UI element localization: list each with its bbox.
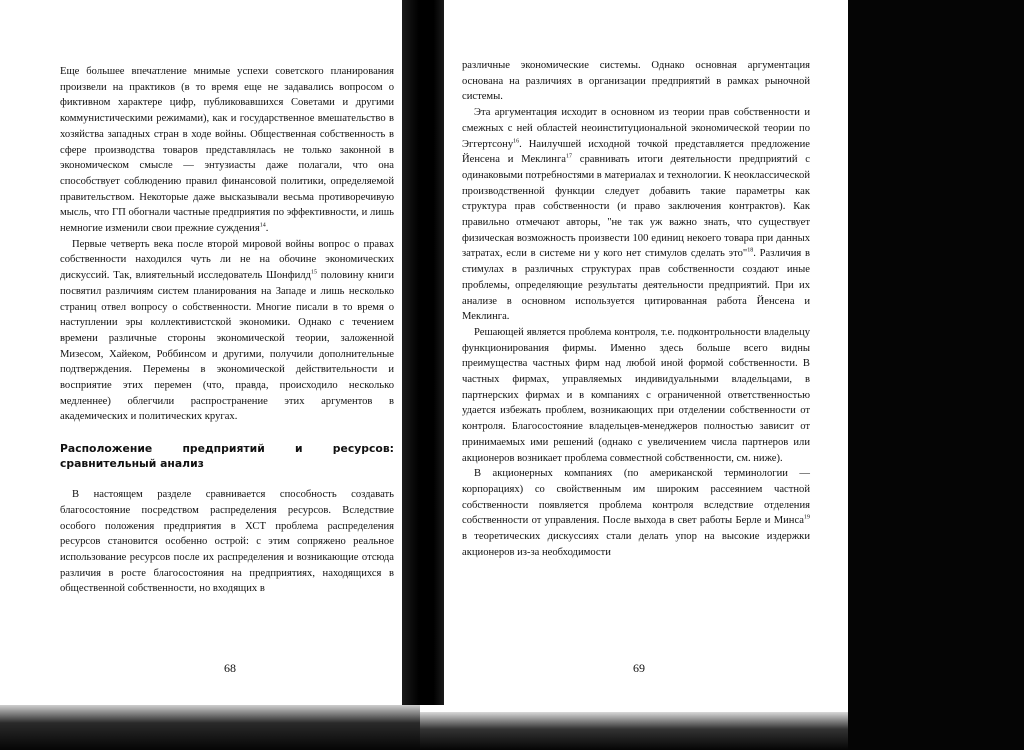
left-text-column: [60, 64, 394, 597]
paragraph: различные экономические системы. Однако основная аргументация основана на различиях в организации предприятий в рамках рыночной системы.: [462, 60, 810, 103]
footnote-ref: 18: [747, 247, 754, 254]
right-text-column: [462, 58, 810, 561]
footnote-ref: 14: [259, 222, 266, 229]
paragraph: Эта аргументация исходит в основном из теории прав собственности и смежных с ней областей неоинституциональной экономической теории по Эггертсону$^{16}$. Наилучшей исходной точкой представляется предложение Йенсена и Меклинга$^{17}$ сравнивать итоги деятельности предприятий с одинаковыми потребностями в материалах и технологии. К неоклассической производственной функции следует добавить такие параметры как структура прав собственности (и право заключения контрактов). Как правильно отмечают авторы, "не так уж важно знать, что существует физическая возможность произвести 100 единиц некоего товара при данных затратах, если в системе ни у кого нет стимулов сделать это"$^{18}$. Различия в стимулах в различных структурах прав собственности создают иные проблемы, определяющие результаты деятельности предприятий. При их анализе в основном используется цитированная работа Йенсена и Меклинга.: [462, 107, 810, 323]
paragraph: В настоящем разделе сравнивается способность создавать благосостояние посредством распределения ресурсов. Вследствие особого положения предприятия в ХСТ проблема распределения ресурсов становится особенно острой: с этим сопряжено реальное использование ресурсов после их распределения и возникающие отсюда различия в росте благосостояния на предприятиях, находящихся в общественной собственности, но входящих в: [60, 489, 394, 595]
footnote-ref: 17: [566, 153, 572, 160]
paragraph: Еще большее впечатление мнимые успехи советского планирования произвели на практиков (в то время еще не задавались вопросом о фиктивном характере цифр, публиковавшихся Советами и другими коммунистическими режимами), как и государственное вмешательство в хозяйства западных стран в ходе войны. Общественная собственность в сфере производства товаров представлялась не только законной в экономическом смысле — энтузиасты даже полагали, что она способствует соблюдению правил финансовой политики, определяемой правительством. Некоторые даже высказывали весьма противоречивую мысль, что ГП обогнали частные предприятия по эффективности, и лишь немногие изменили свои прежние суждения$^{14}$.: [60, 66, 394, 235]
footnote-ref: 16: [513, 137, 520, 144]
footnote-ref: 19: [804, 514, 810, 521]
right-edge-shadow: [848, 0, 1024, 750]
page-number: 69: [633, 661, 645, 675]
right-bottom-shadow: [420, 712, 850, 750]
paragraph: Решающей является проблема контроля, т.е. подконтрольности владельцу функционирования фирмы. Именно здесь больше всего видны преимущества частных фирм над любой иной формой собственности. В частных фирмах, управляемых индивидуальными владельцами, в партнерских фирмах и в компаниях с ограниченной ответственностью удается избежать проблем, возникающих при отделении собственности от контроля. Благосостояние владельцев-менеджеров полностью зависит от принимаемых ими решений (однако с увеличением числа партнеров или акционеров возникает проблема совместной собственности, см. ниже).: [462, 326, 810, 464]
paragraph: Первые четверть века после второй мировой войны вопрос о правах собственности находился чуть ли не на обочине экономических дискуссий. Так, влиятельный исследователь Шонфилд$^{15}$ половину книги посвятил различиям систем планирования на Западе и лишь несколько страниц отвел вопросу о собственности. Многие писали в то время о наступлении эры коллективистской экономики. Однако с течением времени различные стороны экономической теории, заложенной Мизесом, Хайеком, Роббинсом и другими, получили дополнительные подтверждения. Перемены в экономической действительности и восприятие этих перемен (что, правда, происходило несколько медленнее) облегчили распространение этих аргументов в академических и политических кругах.: [60, 238, 394, 423]
paragraph: В акционерных компаниях (по американской терминологии — корпорациях) со свойственным им широким рассеянием частной собственности появляется проблема контроля вследствие отделения собственности от управления. После выхода в свет работы Берле и Минса$^{19}$ в теоретических дискуссиях стали делать упор на высокие издержки акционеров из-за необходимости: [462, 468, 810, 558]
section-heading: Расположение предприятий и ресурсов: сравнительный анализ: [60, 442, 394, 471]
left-bottom-shadow: [0, 705, 420, 750]
page-number: 68: [224, 661, 236, 675]
footnote-ref: 15: [310, 269, 317, 276]
binding-gutter-shadow: [402, 0, 444, 705]
